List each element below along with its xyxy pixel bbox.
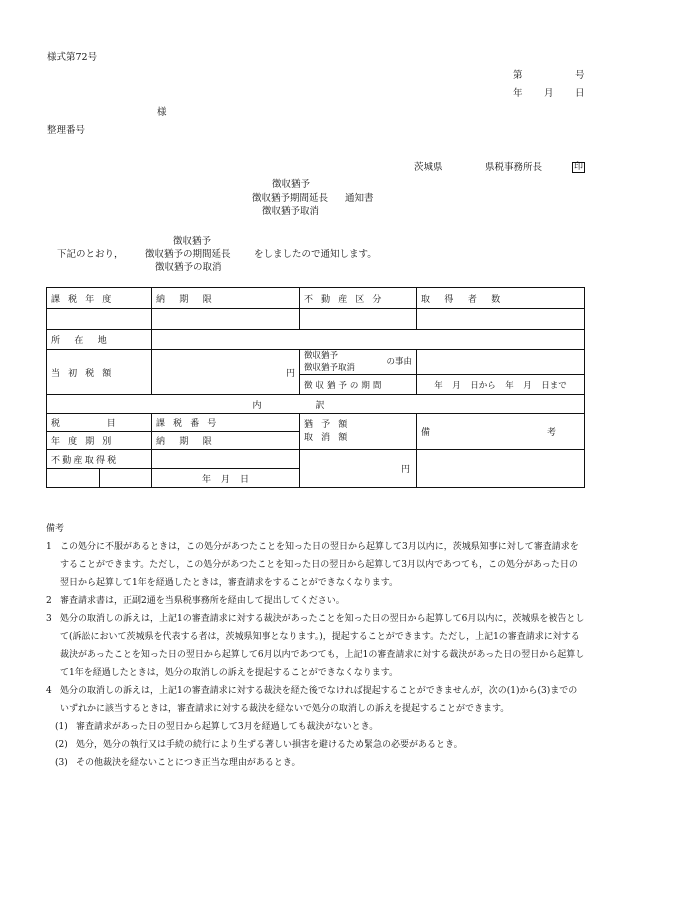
header-uchiwake: 内訳: [47, 395, 585, 414]
body-option-1: 徴収猶予: [173, 236, 212, 247]
note-item-1: 1 この処分に不服があるときは，この処分があつたことを知った日の翌日から起算して3月以内に，茨城県知事に対して審査請求をすることができます。ただし，この処分があつたことを知った日の翌日から起算して3月以内であつても，この処分があった日の翌日から起算して1年を経過したときは，審査請求をすることができなくなります。: [46, 542, 579, 588]
header-zeimoku: 税目: [47, 414, 152, 432]
cell-nouki[interactable]: [152, 309, 300, 330]
title-option-2: 徴収猶予期間延長: [252, 193, 329, 204]
label-shozaichi: 所在地: [47, 330, 152, 350]
header-biko: 備考: [417, 414, 585, 450]
issuer-pref: 茨城県: [414, 162, 443, 173]
note-item-4: 4 処分の取消しの訴えは，上記1の審査請求に対する裁決を経た後でなければ提起することができませんが，次の(1)から(3)までのいずれかに該当するときは，審査請求に対する裁決を経ないで処分の取消しの訴えを提起することができます。: [46, 686, 578, 714]
form-number: 様式第72号: [47, 52, 98, 63]
unit-yen: 円: [285, 368, 295, 379]
body-option-2: 徴収猶予の期間延長: [145, 249, 231, 260]
title-option-1: 徴収猶予: [272, 179, 311, 190]
label-nen: 年: [513, 88, 523, 99]
cell-biko[interactable]: [417, 450, 585, 488]
note-item-3: 3 処分の取消しの訴えは，上記1の審査請求に対する裁決があったことを知った日の翌日から起算して6月以内に，茨城県を被告として(訴訟において茨城県を代表する者は，茨城県知事となります。)，提起することができます。ただし，上記1の審査請求に対する裁決があったことを知った日の翌日から起算して6月以内であつても，上記1の審査請求に対する裁決があった日の翌日から起算して1年を経過したときは，処分の取消しの訴えを提起することができなくなります。: [46, 614, 585, 678]
cell-jiyu[interactable]: [417, 350, 585, 375]
cell-fudosan-kubun[interactable]: [300, 309, 417, 330]
label-go: 号: [575, 70, 585, 81]
note-sub-1: (1) 審査請求があった日の翌日から起算して3月を経過しても裁決がないとき。: [55, 722, 379, 732]
body-prefix: 下記のとおり，: [57, 249, 124, 260]
header-nouki-2: 納期限: [152, 432, 300, 450]
header-nouki: 納期限: [152, 288, 300, 309]
header-kazei-nendo: 課税年度: [47, 288, 152, 309]
cell-tosho-zeigaku[interactable]: [152, 350, 300, 395]
cell-nendo[interactable]: [47, 469, 100, 488]
cell-nouki-date[interactable]: 年 月 日: [152, 469, 300, 488]
header-fudosan-kubun: 不動産区分: [300, 288, 417, 309]
cell-shutokusha[interactable]: [417, 309, 585, 330]
seal-mark: 印: [574, 162, 584, 172]
note-item-2: 2 審査請求書は，正副2通を当県税事務所を経由して提出してください。: [46, 596, 345, 606]
title-option-3: 徴収猶予取消: [262, 206, 320, 217]
header-nendo-kibetsu: 年度期別: [47, 432, 152, 450]
header-shutokusha: 取得者数: [417, 288, 585, 309]
cell-kazei-bango[interactable]: [152, 450, 300, 469]
note-sub-2: (2) 処分，処分の執行又は手続の続行により生ずる著しい損害を避けるため緊急の必要があるとき。: [55, 740, 463, 750]
label-sama: 様: [157, 107, 167, 118]
label-seiri-bango: 整理番号: [47, 125, 86, 136]
label-dai: 第: [513, 70, 523, 81]
unit-yen-2: 円: [401, 465, 411, 475]
label-yuyo-kikan: 徴収猶予の期間: [300, 375, 417, 395]
label-hi: 日: [575, 88, 585, 99]
title-suffix: 通知書: [345, 193, 374, 204]
note-sub-3: (3) その他裁決を経ないことにつき正当な理由があるとき。: [55, 758, 301, 768]
cell-yuyo-gaku[interactable]: [300, 450, 417, 488]
body-option-3: 徴収猶予の取消: [155, 262, 222, 273]
notes-heading: 備考: [46, 524, 65, 534]
label-tsuki: 月: [544, 88, 554, 99]
cell-fudosan-shutokuzei: 不動産取得税: [47, 450, 152, 469]
header-yuyo-torikeshi: 猶予額 取消額: [300, 414, 417, 450]
header-kazei-bango: 課税番号: [152, 414, 300, 432]
cell-kibetsu[interactable]: [100, 469, 152, 488]
cell-shozaichi[interactable]: [152, 330, 585, 350]
cell-kazei-nendo[interactable]: [47, 309, 152, 330]
issuer-office: 県税事務所長: [485, 162, 543, 173]
label-jiyu: 徴収猶予 徴収猶予取消 の事由: [300, 350, 417, 375]
tax-detail-table: [46, 287, 673, 488]
label-tosho-zeigaku: 当初税額: [47, 350, 152, 395]
notes-section: [46, 520, 586, 772]
cell-yuyo-kikan[interactable]: 年 月 日から 年 月 日まで: [417, 375, 585, 395]
body-suffix: をしましたので通知します。: [254, 249, 377, 260]
